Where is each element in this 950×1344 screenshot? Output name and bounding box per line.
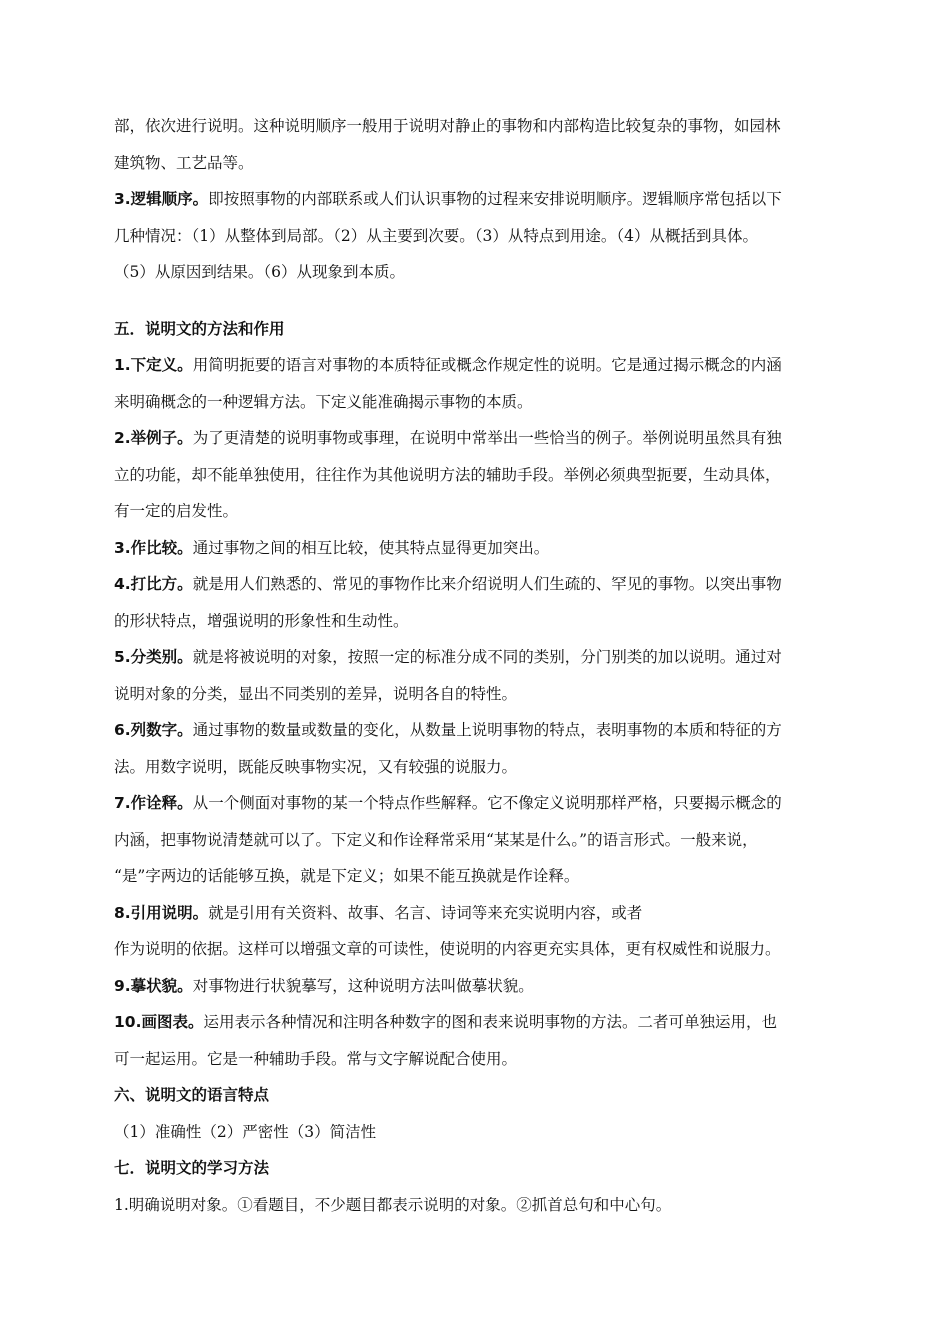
text-line: 有一定的启发性。 [114,502,239,520]
text-line: 部，依次进行说明。这种说明顺序一般用于说明对静止的事物和内部构造比较复杂的事物，如园林 [114,117,781,135]
document-body [114,108,838,1223]
item-label: 2.举例子。 [114,429,193,447]
item-text: 运用表示各种情况和注明各种数字的图和表来说明事物的方法。二者可单独运用，也 [203,1013,777,1031]
text-line [114,566,838,603]
item-label: 9.摹状貌。 [114,976,193,995]
item-text: 从一个侧面对事物的某一个特点作些解释。它不像定义说明那样严格，只要揭示概念的 [192,794,782,812]
item-text: 即按照事物的内部联系或人们认识事物的过程来安排说明顺序。逻辑顺序常包括以下 [208,190,782,208]
item-label: 1.下定义。 [114,356,193,374]
text-line: 立的功能，却不能单独使用，往往作为其他说明方法的辅助手段。举例必须典型扼要，生动具体， [114,465,781,484]
item-text: 就是将被说明的对象，按照一定的标准分成不同的类别，分门别类的加以说明。通过对 [192,648,782,666]
item-label: 8.引用说明。 [114,903,209,922]
text-line: （5）从原因到结果。（6）从现象到本质。 [114,263,405,281]
text-line [114,1004,838,1041]
item-label: 4.打比方。 [114,575,193,593]
item-label: 6.列数字。 [114,721,193,739]
section-heading: 五．说明文的方法和作用 [114,319,285,338]
text-line: 几种情况：（1）从整体到局部。（2）从主要到次要。（3）从特点到用途。（4）从概括到具体。 [114,226,758,245]
text-line [114,530,838,567]
text-line [114,420,838,457]
item-text: 用简明扼要的语言对事物的本质特征或概念作规定性的说明。它是通过揭示概念的内涵 [192,356,782,374]
item-text: 为了更清楚的说明事物或事理，在说明中常举出一些恰当的例子。举例说明虽然具有独 [192,429,782,447]
text-line [114,181,838,218]
section-heading: 六、说明文的语言特点 [114,1086,270,1104]
text-line: 说明对象的分类，显出不同类别的差异，说明各自的特性。 [114,684,518,703]
section-heading: 七．说明文的学习方法 [114,1159,270,1177]
spacer [114,291,838,311]
item-text: 通过事物之间的相互比较，使其特点显得更加突出。 [192,538,550,557]
text-line: “是”字两边的话能够互换，就是下定义；如果不能互换就是作诠释。 [114,867,580,885]
item-text: 就是用人们熟悉的、常见的事物作比来介绍说明人们生疏的、罕见的事物。以突出事物 [192,575,782,593]
text-line: 来明确概念的一种逻辑方法。下定义能准确揭示事物的本质。 [114,392,533,411]
item-text: 对事物进行状貌摹写，这种说明方法叫做摹状貌。 [192,976,534,995]
text-line [114,968,838,1005]
text-line [114,712,838,749]
text-line: 1.明确说明对象。①看题目，不少题目都表示说明的对象。②抓首总句和中心句。 [114,1195,672,1214]
text-line [114,895,838,932]
item-label: 10.画图表。 [114,1013,204,1031]
text-line: 可一起运用。它是一种辅助手段。常与文字解说配合使用。 [114,1049,518,1068]
text-line: 的形状特点，增强说明的形象性和生动性。 [114,611,409,630]
item-label: 3.逻辑顺序。 [114,190,209,208]
item-label: 7.作诠释。 [114,794,193,812]
text-line [114,639,838,676]
text-line [114,785,838,822]
item-label: 3.作比较。 [114,538,193,557]
item-text: 就是引用有关资料、故事、名言、诗词等来充实说明内容，或者 [208,903,643,922]
text-line: （1）准确性（2）严密性（3）简洁性 [114,1122,377,1141]
item-text: 通过事物的数量或数量的变化，从数量上说明事物的特点，表明事物的本质和特征的方 [192,721,782,739]
text-line: 作为说明的依据。这样可以增强文章的可读性，使说明的内容更充实具体，更有权威性和说服力。 [114,940,781,958]
text-line [114,347,838,384]
text-line: 建筑物、工艺品等。 [114,153,254,172]
item-label: 5.分类别。 [114,648,193,666]
text-line: 内涵，把事物说清楚就可以了。下定义和作诠释常采用“某某是什么。”的语言形式。一般来说， [114,830,758,849]
text-line: 法。用数字说明，既能反映事物实况，又有较强的说服力。 [114,757,518,776]
